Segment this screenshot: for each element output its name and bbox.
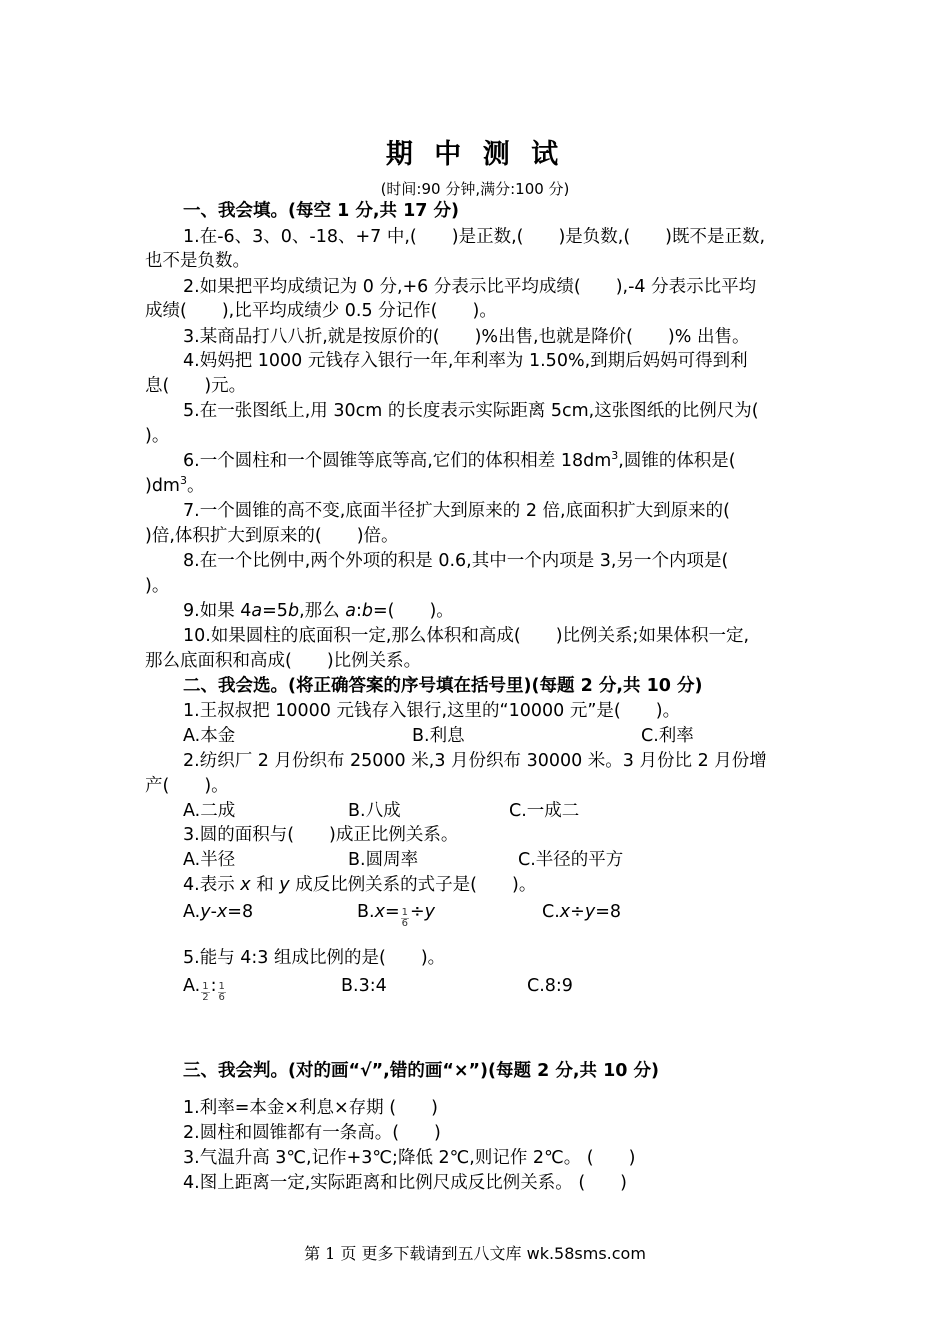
s1-q5-line2: )。 (145, 426, 170, 446)
s2-q2-option-a: A.二成 (183, 801, 236, 821)
s2-q2-option-b: B.八成 (348, 801, 401, 821)
s2-q5-option-c: C.8:9 (527, 976, 573, 996)
s2-q4-option-c: C.x÷y=8 (542, 902, 621, 922)
fraction-one-sixth: $\frac{1}{6}$ (401, 907, 408, 929)
s2-q2-line2: 产( )。 (145, 776, 229, 796)
s1-q2-line2: 成绩( ),比平均成绩少 0.5 分记作( )。 (145, 301, 497, 321)
s1-q10-line1: 10.如果圆柱的底面积一定,那么体积和高成( )比例关系;如果体积一定, (183, 626, 750, 646)
fraction-one-half: $\frac{1}{2}$ (202, 981, 209, 1003)
s1-q1-line1: 1.在-6、3、0、-18、+7 中,( )是正数,( )是负数,( )既不是正数, (183, 227, 766, 247)
s1-q8-line1: 8.在一个比例中,两个外项的积是 0.6,其中一个内项是 3,另一个内项是( (183, 551, 729, 571)
s1-q4-line1: 4.妈妈把 1000 元钱存入银行一年,年利率为 1.50%,到期后妈妈可得到利 (183, 351, 748, 371)
s1-q10-line2: 那么底面积和高成( )比例关系。 (145, 651, 422, 671)
s1-q9: 9.如果 4a=5b,那么 a:b=( )。 (183, 601, 454, 621)
s2-q3-option-a: A.半径 (183, 850, 236, 870)
s3-q2: 2.圆柱和圆锥都有一条高。( ) (183, 1123, 441, 1143)
s2-q1: 1.王叔叔把 10000 元钱存入银行,这里的“10000 元”是( )。 (183, 701, 681, 721)
page-title: 期 中 测 试 (385, 139, 565, 170)
s2-q5: 5.能与 4:3 组成比例的是( )。 (183, 948, 446, 968)
s1-q8-line2: )。 (145, 576, 170, 596)
s1-q1-line2: 也不是负数。 (145, 251, 250, 271)
s1-q7-line2: )倍,体积扩大到原来的( )倍。 (145, 526, 399, 546)
s1-q5-line1: 5.在一张图纸上,用 30cm 的长度表示实际距离 5cm,这张图纸的比例尺为( (183, 401, 759, 421)
section1-heading: 一、我会填。(每空 1 分,共 17 分) (183, 201, 460, 221)
exam-subtitle: (时间:90 分钟,满分:100 分) (380, 180, 570, 198)
s2-q1-option-b: B.利息 (412, 726, 465, 746)
s3-q4: 4.图上距离一定,实际距离和比例尺成反比例关系。 ( ) (183, 1173, 627, 1193)
footer-site-link[interactable]: wk.58sms.com (526, 1244, 646, 1263)
s2-q4-option-b: B.x= $\frac{1}{6}$ ÷y (357, 902, 436, 929)
s2-q5-option-b: B.3:4 (341, 976, 387, 996)
s2-q4: 4.表示 x 和 y 成反比例关系的式子是( )。 (183, 875, 537, 895)
s1-q4-line2: 息( )元。 (145, 376, 247, 396)
s2-q1-option-c: C.利率 (641, 726, 694, 746)
s2-q3: 3.圆的面积与( )成正比例关系。 (183, 825, 459, 845)
s1-q2-line1: 2.如果把平均成绩记为 0 分,+6 分表示比平均成绩( ),-4 分表示比平均 (183, 277, 757, 297)
s2-q3-option-b: B.圆周率 (348, 850, 419, 870)
page-footer: 第 1 页 更多下载请到五八文库 wk.58sms.com (304, 1244, 646, 1263)
s1-q6-line2: )$dm^3$。 (145, 474, 205, 496)
s2-q2-option-c: C.一成二 (509, 801, 580, 821)
s3-q3: 3.气温升高 3℃,记作+3℃;降低 2℃,则记作 2℃。 ( ) (183, 1148, 636, 1168)
s1-q6-line1: 6.一个圆柱和一个圆锥等底等高,它们的体积相差 $18dm^3$,圆锥的体积是( (183, 449, 736, 471)
section3-heading: 三、我会判。(对的画“√”,错的画“×”)(每题 2 分,共 10 分) (183, 1061, 660, 1081)
s2-q1-option-a: A.本金 (183, 726, 236, 746)
s1-q7-line1: 7.一个圆锥的高不变,底面半径扩大到原来的 2 倍,底面积扩大到原来的( (183, 501, 730, 521)
s2-q4-option-a: A.y-x=8 (183, 902, 254, 922)
fraction-one-sixth: $\frac{1}{6}$ (218, 981, 225, 1003)
s2-q5-option-a: A. $\frac{1}{2}$ : $\frac{1}{6}$ (183, 976, 225, 1003)
section2-heading: 二、我会选。(将正确答案的序号填在括号里)(每题 2 分,共 10 分) (183, 676, 703, 696)
s2-q2-line1: 2.纺织厂 2 月份织布 25000 米,3 月份织布 30000 米。3 月份比 2 月份增 (183, 751, 767, 771)
s2-q3-option-c: C.半径的平方 (518, 850, 624, 870)
s3-q1: 1.利率=本金×利息×存期 ( ) (183, 1098, 438, 1118)
s1-q3: 3.某商品打八八折,就是按原价的( )%出售,也就是降价( )% 出售。 (183, 327, 750, 347)
